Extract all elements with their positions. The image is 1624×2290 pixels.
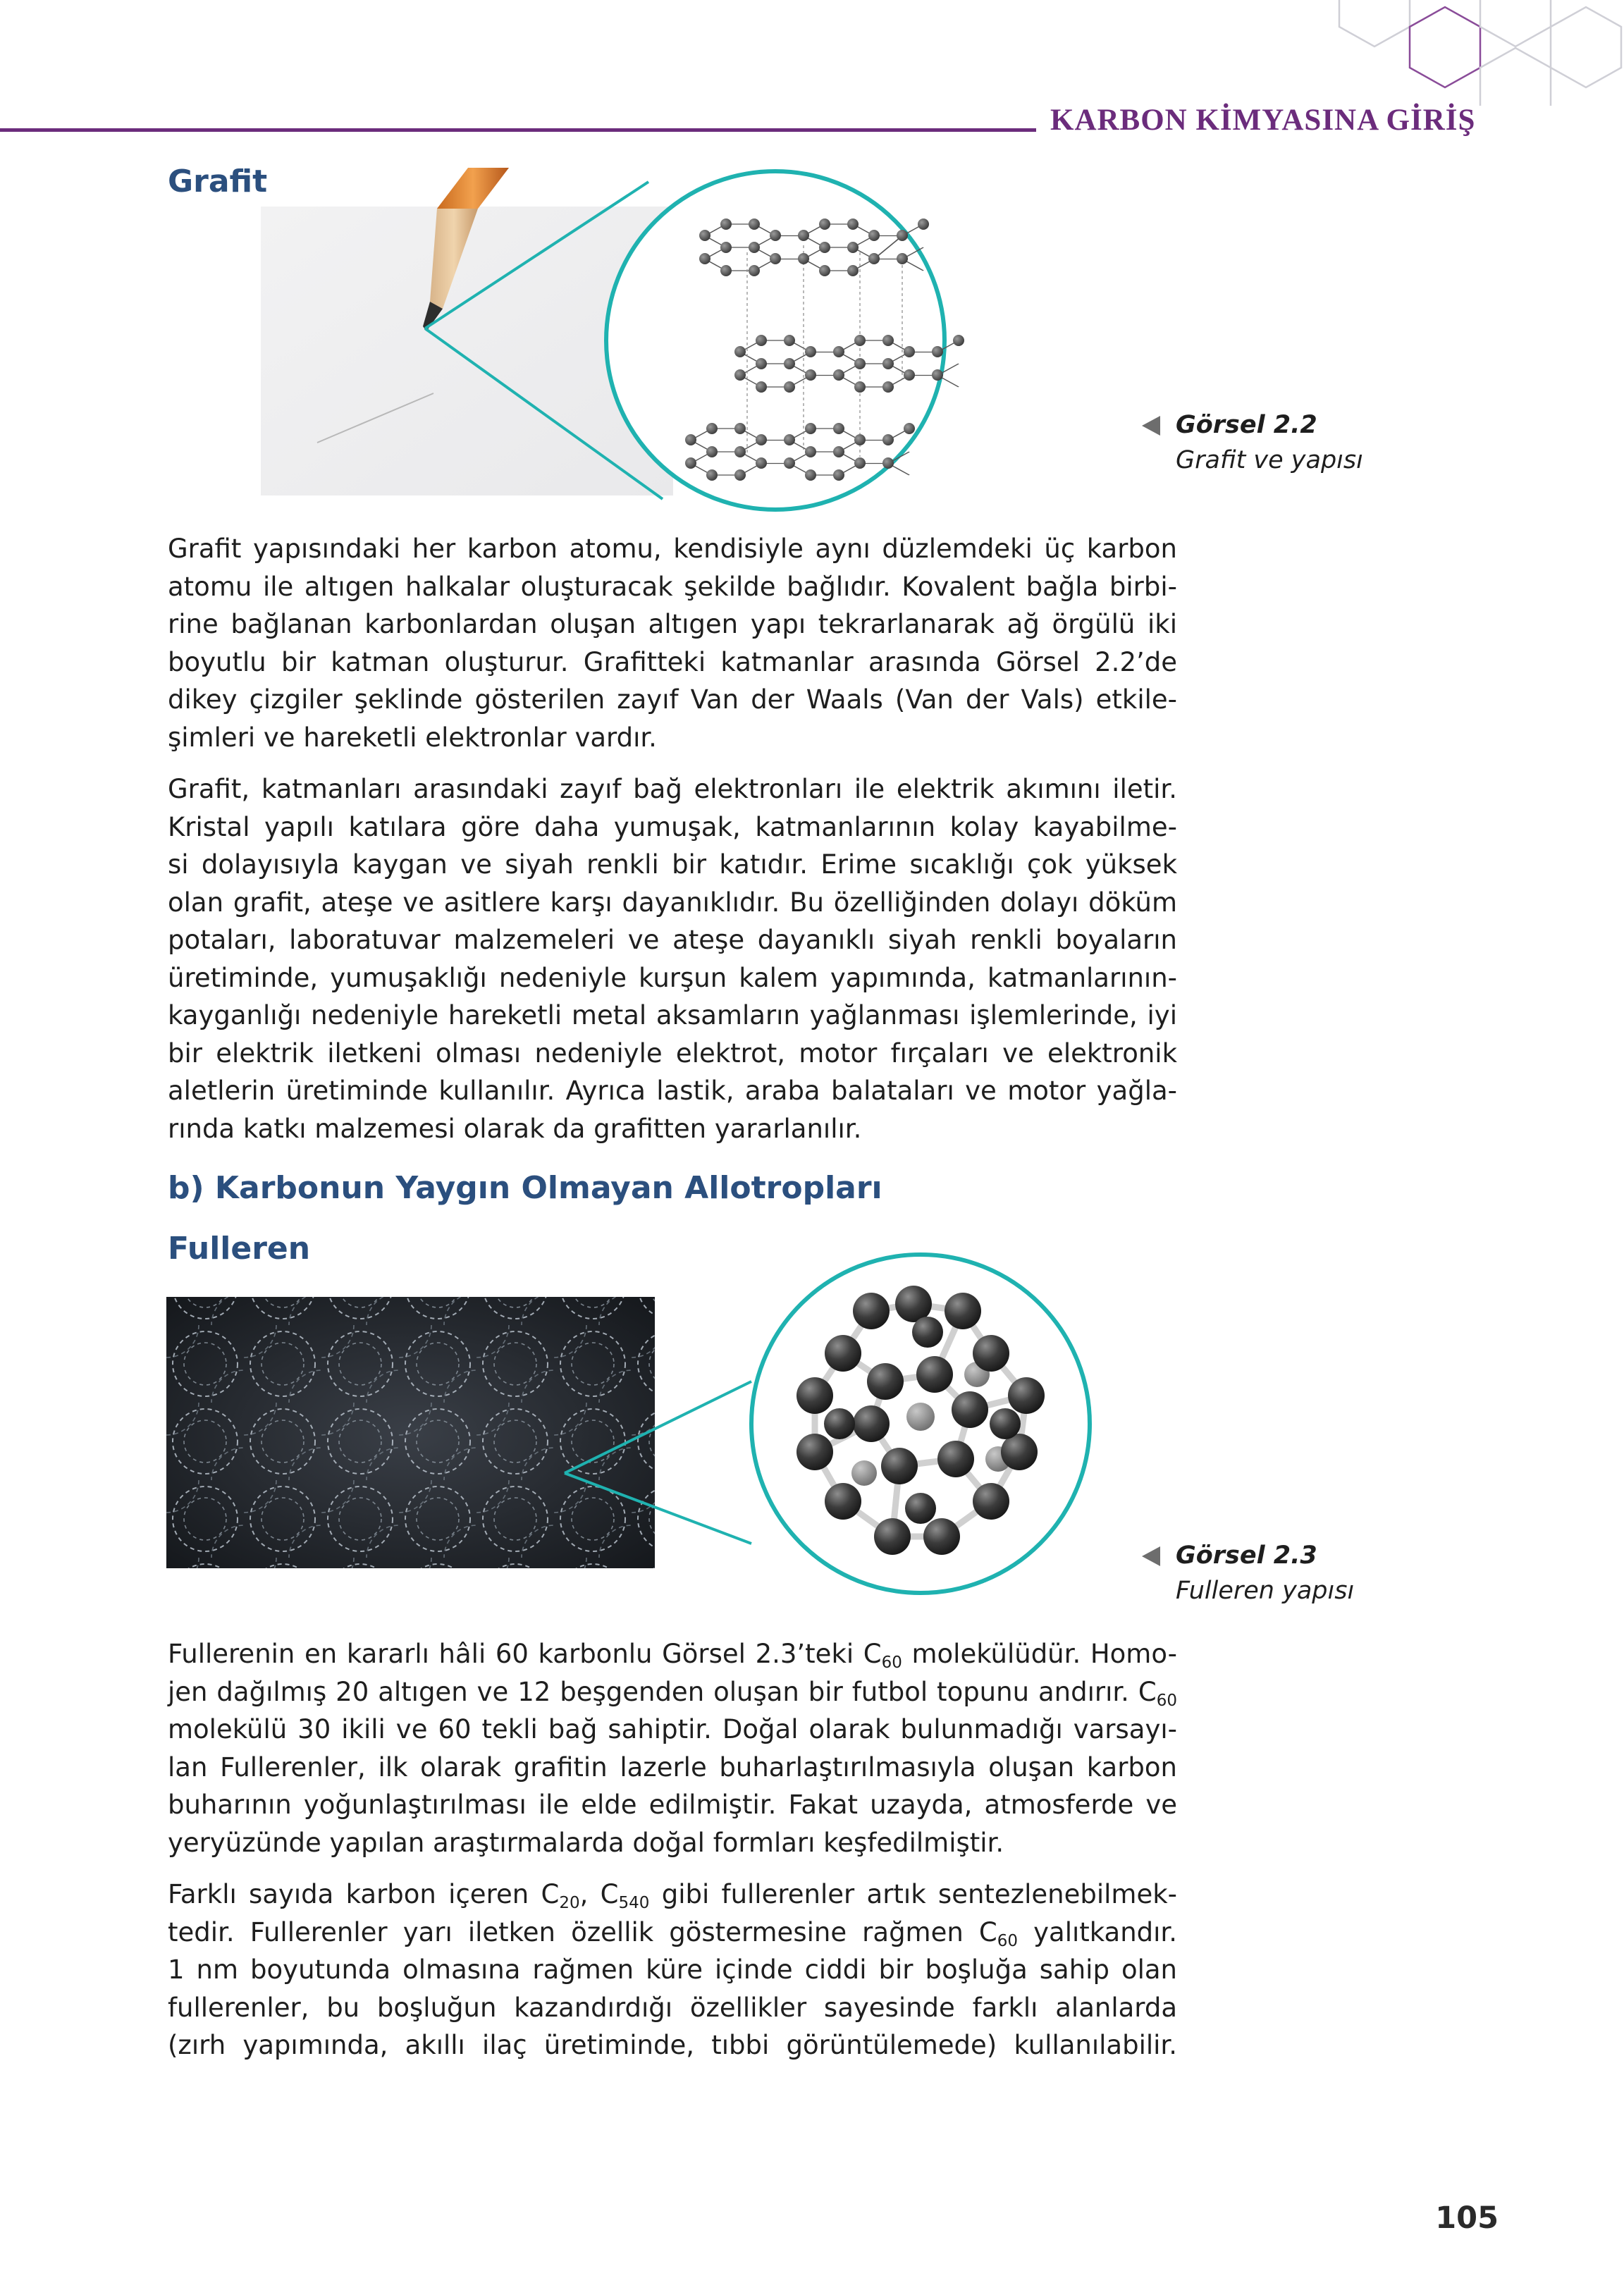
text-line: üretiminde, yumuşaklığı nedeniyle kurşun kalem yapımında, katmanlarının- <box>168 962 1177 993</box>
text-line: kayganlığı nedeniyle hareketli metal aksamların yağlanması işlemlerinde, iyi <box>168 1000 1177 1030</box>
text-line: si dolayısıyla kaygan ve siyah renkli bir katıdır. Erime sıcaklığı çok yüksek <box>168 849 1177 880</box>
figure-2-2-graphite <box>254 168 1001 520</box>
text-line: rında katkı malzemesi olarak da grafitten yararlanılır. <box>168 1113 862 1144</box>
text-line: Grafit yapısındaki her karbon atomu, kendisiyle aynı düzlemdeki üç karbon <box>168 534 1177 564</box>
figure-2-3-fullerene <box>166 1248 1104 1600</box>
fulleren-paragraph-2 <box>168 1876 1177 2064</box>
fulleren-paragraph-1 <box>168 1635 1177 1861</box>
grafit-paragraph-2 <box>168 770 1177 1147</box>
text-line: dikey çizgiler şeklinde gösterilen zayıf Van der Waals (Van der Vals) etkile- <box>168 684 1177 715</box>
grafit-paragraph-1 <box>168 530 1177 756</box>
text-line: olan grafit, ateşe ve asitlere karşı dayanıklıdır. Bu özelliğinden dolayı döküm <box>168 887 1177 918</box>
text-line: Farklı sayıda karbon içeren $C_{20}$, $C_{540}$ gibi fullerenler artık sentezlenebilmek- <box>168 1879 1177 1912</box>
header-rule <box>0 128 1036 132</box>
decorative-hexagons <box>1269 0 1624 106</box>
text-line: atomu ile altıgen halkalar oluşturacak şekilde bağlıdır. Kovalent bağla birbi- <box>168 571 1177 602</box>
text-line: buharının yoğunlaştırılması ile elde edilmiştir. Fakat uzayda, atmosferde ve <box>168 1790 1177 1820</box>
text-line: potaları, laboratuvar malzemeleri ve ateşe dayanıklı siyah renkli boyaların <box>168 925 1177 955</box>
caption-label: Görsel 2.3 <box>1176 1541 1317 1570</box>
text-line: şimleri ve hareketli elektronlar vardır. <box>168 722 657 753</box>
figure-2-3-caption <box>1176 1538 1354 1608</box>
page-number: 105 <box>1435 2200 1499 2236</box>
text-line: tedir. Fullerenler yarı iletken özellik göstermesine rağmen $C_{60}$ yalıtkandır. <box>168 1916 1178 1950</box>
grafit-heading: Grafit <box>168 164 268 199</box>
caption-pointer-icon <box>1142 416 1160 436</box>
caption-pointer-icon <box>1142 1546 1160 1566</box>
caption-text: Grafit ve yapısı <box>1176 446 1363 474</box>
allotropes-heading: b) Karbonun Yaygın Olmayan Allotropları <box>168 1170 882 1206</box>
text-line: Kristal yapılı katılara göre daha yumuşak, katmanlarının kolay kayabilme- <box>168 811 1177 842</box>
text-line: bir elektrik iletkeni olması nedeniyle elektrot, motor fırçaları ve elektronik <box>168 1038 1177 1069</box>
text-line: jen dağılmış 20 altıgen ve 12 beşgenden oluşan bir futbol topunu andırır. $C_{60}$ <box>168 1676 1177 1710</box>
caption-label: Görsel 2.2 <box>1176 411 1317 439</box>
text-line: Fullerenin en kararlı hâli 60 karbonlu Görsel 2.3’teki $C_{60}$ molekülüdür. Homo- <box>168 1639 1178 1672</box>
text-line: rine bağlanan karbonlardan oluşan altıgen yapı tekrarlanarak ağ örgülü iki <box>168 609 1177 639</box>
text-line: boyutlu bir katman oluşturur. Grafitteki katmanlar arasında Görsel 2.2’de <box>168 646 1177 677</box>
text-line: Grafit, katmanları arasındaki zayıf bağ elektronları ile elektrik akımını iletir. <box>168 774 1177 804</box>
text-line: molekülü 30 ikili ve 60 tekli bağ sahiptir. Doğal olarak bulunmadığı varsayı- <box>168 1714 1177 1744</box>
text-line: (zırh yapımında, akıllı ilaç üretiminde, tıbbi görüntülemede) kullanılabilir. <box>168 2030 1177 2060</box>
text-line: yeryüzünde yapılan araştırmalarda doğal formları keşfedilmiştir. <box>168 1827 1004 1858</box>
figure-2-2-caption <box>1176 407 1363 478</box>
text-line: fullerenler, bu boşluğun kazandırdığı özellikler sayesinde farklı alanlarda <box>168 1992 1177 2023</box>
text-line: 1 nm boyutunda olmasına rağmen küre içinde ciddi bir boşluğa sahip olan <box>168 1954 1177 1985</box>
caption-text: Fulleren yapısı <box>1176 1577 1355 1605</box>
fulleren-heading: Fulleren <box>168 1231 311 1267</box>
text-line: aletlerin üretiminde kullanılır. Ayrıca lastik, araba balataları ve motor yağla- <box>168 1076 1177 1106</box>
chapter-title: KARBON KİMYASINA GİRİŞ <box>1050 104 1476 137</box>
text-line: lan Fullerenler, ilk olarak grafitin lazerle buharlaştırılmasıyla oluşan karbon <box>168 1752 1177 1783</box>
